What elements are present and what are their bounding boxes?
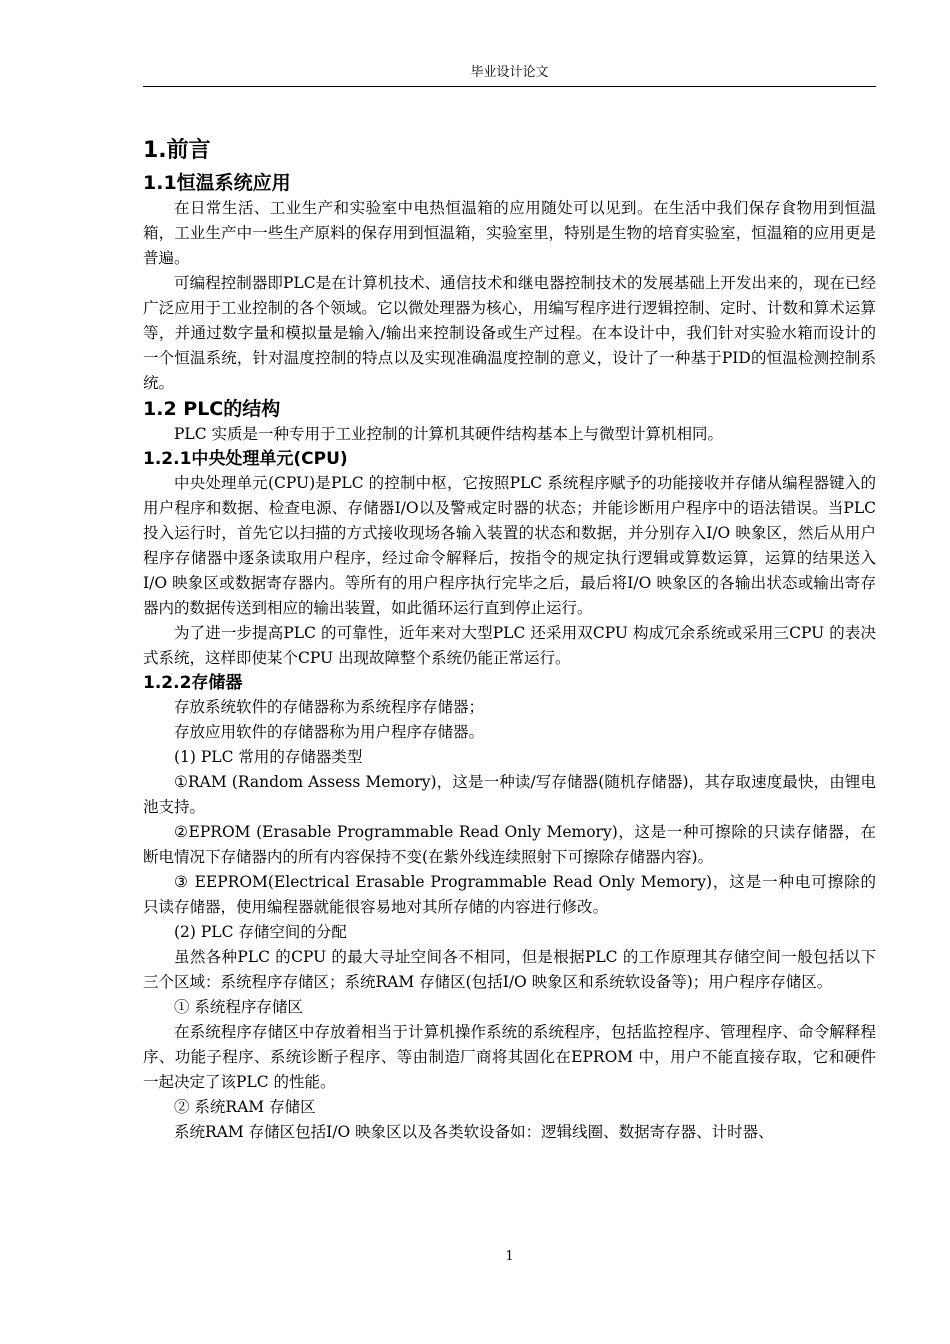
list-heading: (2) PLC 存储空间的分配 bbox=[174, 923, 347, 941]
page-header: 毕业设计论文 bbox=[143, 62, 876, 87]
list-item: ② 系统RAM 存储区 bbox=[174, 1098, 316, 1116]
list-heading: (1) PLC 常用的存储器类型 bbox=[174, 748, 363, 766]
list-item: ②EPROM (Erasable Programmable Read Only Memory)，这是一种可擦除的只读存储器，在断电情况下存储器内的所有内容保持不变(在紫外线连续照射下可擦除存储器内容)。 bbox=[143, 823, 876, 866]
paragraph: 为了进一步提高PLC 的可靠性，近年来对大型PLC 还采用双CPU 构成冗余系统或采用三CPU 的表决式系统，这样即使某个CPU 出现故障整个系统仍能正常运行。 bbox=[143, 624, 876, 667]
list-item: ① 系统程序存储区 bbox=[174, 998, 303, 1016]
section-heading-1-2-2: 1.2.2存储器 bbox=[143, 673, 243, 693]
section-heading-1-1: 1.1恒温系统应用 bbox=[143, 172, 291, 194]
paragraph: 中央处理单元(CPU)是PLC 的控制中枢，它按照PLC 系统程序赋予的功能接收并存储从编程器键入的用户程序和数据、检查电源、存储器I/O以及警戒定时器的状态；并能诊断用户程序中的语法错误。当PLC 投入运行时，首先它以扫描的方式接收现场各输入装置的状态和数据，并分别存入I/O 映象区，然后从用户程序存储器中逐条读取用户程序，经过命令解释后，按指令的规定执行逻辑或算数运算，运算的结果送入I/O 映象区或数据寄存器内。等所有的用户程序执行完毕之后，最后将I/O 映象区的各输出状态或输出寄存器内的数据传送到相应的输出装置，如此循环运行直到停止运行。 bbox=[143, 474, 876, 617]
paragraph: 虽然各种PLC 的CPU 的最大寻址空间各不相同，但是根据PLC 的工作原理其存储空间一般包括以下三个区域：系统程序存储区；系统RAM 存储区(包括I/O 映象区和系统软设备等)；用户程序存储区。 bbox=[143, 948, 876, 991]
paragraph: 存放应用软件的存储器称为用户程序存储器。 bbox=[174, 723, 485, 741]
document-body bbox=[143, 124, 876, 1145]
list-item: ③ EEPROM(Electrical Erasable Programmable Read Only Memory)，这是一种电可擦除的只读存储器，使用编程器就能很容易地对其所存储的内容进行修改。 bbox=[143, 873, 876, 916]
paragraph: 可编程控制器即PLC是在计算机技术、通信技术和继电器控制技术的发展基础上开发出来的，现在已经广泛应用于工业控制的各个领域。它以微处理器为核心，用编写程序进行逻辑控制、定时、计数和算术运算等，并通过数字量和模拟量是输入/输出来控制设备或生产过程。在本设计中，我们针对实验水箱而设计的一个恒温系统，针对温度控制的特点以及实现准确温度控制的意义，设计了一种基于PID的恒温检测控制系统。 bbox=[143, 274, 876, 392]
section-heading-1: 1.前言 bbox=[143, 138, 211, 163]
paragraph: 系统RAM 存储区包括I/O 映象区以及各类软设备如：逻辑线圈、数据寄存器、计时器、 bbox=[174, 1123, 774, 1141]
section-heading-1-2-1: 1.2.1中央处理单元(CPU) bbox=[143, 449, 348, 469]
paragraph: PLC 实质是一种专用于工业控制的计算机其硬件结构基本上与微型计算机相同。 bbox=[174, 425, 724, 443]
section-heading-1-2: 1.2 PLC的结构 bbox=[143, 398, 281, 420]
list-item: ①RAM (Random Assess Memory)，这是一种读/写存储器(随机存储器)，其存取速度最快，由锂电池支持。 bbox=[143, 773, 876, 816]
paragraph: 在系统程序存储区中存放着相当于计算机操作系统的系统程序，包括监控程序、管理程序、命令解释程序、功能子程序、系统诊断子程序、等由制造厂商将其固化在EPROM 中，用户不能直接存取，它和硬件一起决定了该PLC 的性能。 bbox=[143, 1023, 876, 1091]
paragraph: 在日常生活、工业生产和实验室中电热恒温箱的应用随处可以见到。在生活中我们保存食物用到恒温箱，工业生产中一些生产原料的保存用到恒温箱，实验室里，特别是生物的培育实验室，恒温箱的应用更是普遍。 bbox=[143, 199, 876, 267]
page-number: 1 bbox=[505, 1249, 514, 1264]
paragraph: 存放系统软件的存储器称为系统程序存储器； bbox=[174, 698, 485, 716]
